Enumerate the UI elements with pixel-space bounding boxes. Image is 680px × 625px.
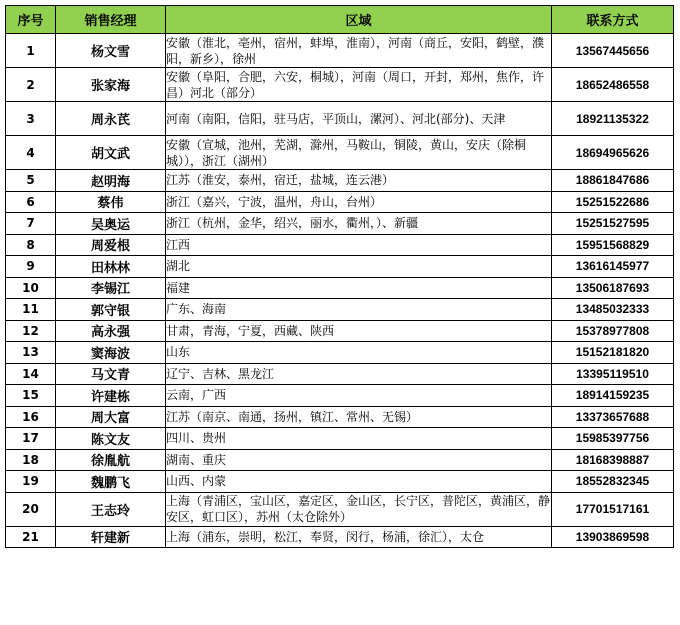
phone-number: 15251527595 xyxy=(552,213,674,235)
table-row xyxy=(6,68,674,102)
phone-number: 15152181820 xyxy=(552,342,674,364)
table-row xyxy=(6,320,674,342)
phone-number: 13567445656 xyxy=(552,34,674,68)
manager-name: 张家海 xyxy=(56,68,166,102)
header-manager: 销售经理 xyxy=(56,6,166,34)
phone-number: 18694965626 xyxy=(552,136,674,170)
region-cell: 江苏（淮安，泰州，宿迁，盐城，连云港） xyxy=(166,170,552,192)
manager-name: 魏鹏飞 xyxy=(56,471,166,493)
row-number: 12 xyxy=(6,320,56,342)
phone-number: 18861847686 xyxy=(552,170,674,192)
region-cell: 四川、贵州 xyxy=(166,428,552,450)
row-number: 14 xyxy=(6,363,56,385)
row-number: 7 xyxy=(6,213,56,235)
row-number: 9 xyxy=(6,256,56,278)
table-row xyxy=(6,299,674,321)
table-row xyxy=(6,385,674,407)
row-number: 18 xyxy=(6,449,56,471)
manager-name: 周爱根 xyxy=(56,234,166,256)
manager-name: 王志玲 xyxy=(56,492,166,526)
header-area: 区域 xyxy=(166,6,552,34)
phone-number: 18921135322 xyxy=(552,102,674,136)
manager-name: 许建栋 xyxy=(56,385,166,407)
phone-number: 18168398887 xyxy=(552,449,674,471)
region-cell: 甘肃，青海，宁夏，西藏、陕西 xyxy=(166,320,552,342)
header-contact: 联系方式 xyxy=(552,6,674,34)
table-row xyxy=(6,102,674,136)
manager-name: 郭守银 xyxy=(56,299,166,321)
manager-name: 杨文雪 xyxy=(56,34,166,68)
manager-name: 胡文武 xyxy=(56,136,166,170)
region-cell: 云南，广西 xyxy=(166,385,552,407)
manager-name: 陈文友 xyxy=(56,428,166,450)
phone-number: 15985397756 xyxy=(552,428,674,450)
phone-number: 13616145977 xyxy=(552,256,674,278)
region-cell: 安徽（淮北，亳州，宿州，蚌埠，淮南），河南（商丘，安阳，鹤壁，濮阳，新乡），徐州 xyxy=(166,34,552,68)
row-number: 16 xyxy=(6,406,56,428)
row-number: 11 xyxy=(6,299,56,321)
region-cell: 广东、海南 xyxy=(166,299,552,321)
phone-number: 13485032333 xyxy=(552,299,674,321)
phone-number: 13373657688 xyxy=(552,406,674,428)
table-row xyxy=(6,191,674,213)
row-number: 3 xyxy=(6,102,56,136)
region-cell: 福建 xyxy=(166,277,552,299)
phone-number: 18652486558 xyxy=(552,68,674,102)
table-row xyxy=(6,471,674,493)
phone-number: 15251522686 xyxy=(552,191,674,213)
region-cell: 安徽（阜阳，合肥，六安，桐城），河南（周口，开封，郑州，焦作，许昌）河北（部分） xyxy=(166,68,552,102)
row-number: 4 xyxy=(6,136,56,170)
manager-name: 吴奥运 xyxy=(56,213,166,235)
phone-number: 13903869598 xyxy=(552,526,674,548)
row-number: 17 xyxy=(6,428,56,450)
row-number: 1 xyxy=(6,34,56,68)
phone-number: 18552832345 xyxy=(552,471,674,493)
table-row xyxy=(6,363,674,385)
region-cell: 山西、内蒙 xyxy=(166,471,552,493)
region-cell: 浙江（杭州，金华，绍兴，丽水，衢州，）、新疆 xyxy=(166,213,552,235)
region-cell: 湖北 xyxy=(166,256,552,278)
table-row xyxy=(6,136,674,170)
region-cell: 江西 xyxy=(166,234,552,256)
row-number: 2 xyxy=(6,68,56,102)
region-cell: 上海（青浦区，宝山区，嘉定区，金山区，长宁区，普陀区，黄浦区，静安区，虹口区），苏州（太仓除外） xyxy=(166,494,551,524)
manager-name: 窦海波 xyxy=(56,342,166,364)
table-row xyxy=(6,406,674,428)
region-cell: 河南（南阳，信阳，驻马店，平顶山，漯河）、河北(部分)、天津 xyxy=(166,102,552,136)
region-cell: 辽宁、吉林、黑龙江 xyxy=(166,363,552,385)
header-no: 序号 xyxy=(6,6,56,34)
phone-number: 15951568829 xyxy=(552,234,674,256)
region-cell: 浙江（嘉兴，宁波，温州，舟山，台州） xyxy=(166,191,552,213)
manager-name: 蔡伟 xyxy=(56,191,166,213)
table-row xyxy=(6,256,674,278)
table-body xyxy=(6,34,674,548)
table-row xyxy=(6,170,674,192)
phone-number: 17701517161 xyxy=(552,492,674,526)
row-number: 13 xyxy=(6,342,56,364)
phone-number: 15378977808 xyxy=(552,320,674,342)
row-number: 20 xyxy=(6,492,56,526)
manager-name: 轩建新 xyxy=(56,526,166,548)
table-row xyxy=(6,234,674,256)
row-number: 10 xyxy=(6,277,56,299)
manager-name: 田林林 xyxy=(56,256,166,278)
row-number: 6 xyxy=(6,191,56,213)
manager-name: 高永强 xyxy=(56,320,166,342)
phone-number: 18914159235 xyxy=(552,385,674,407)
sales-manager-table xyxy=(5,5,674,548)
table-row xyxy=(6,213,674,235)
manager-name: 马文青 xyxy=(56,363,166,385)
table-row xyxy=(6,277,674,299)
region-cell: 江苏（南京、南通，扬州，镇江、常州、无锡） xyxy=(166,406,552,428)
table-row xyxy=(6,449,674,471)
table-row xyxy=(6,34,674,68)
region-cell: 山东 xyxy=(166,342,552,364)
region-cell: 湖南、重庆 xyxy=(166,449,552,471)
table-row xyxy=(6,526,674,548)
phone-number: 13506187693 xyxy=(552,277,674,299)
region-cell: 上海（浦东，崇明，松江，奉贤，闵行，杨浦，徐汇），太仓 xyxy=(166,526,552,548)
manager-name: 李锡江 xyxy=(56,277,166,299)
table-row xyxy=(6,492,674,526)
region-cell: 安徽（宣城，池州，芜湖，滁州，马鞍山，铜陵，黄山，安庆（除桐城）），浙江（湖州） xyxy=(166,136,552,170)
manager-name: 周永芪 xyxy=(56,102,166,136)
row-number: 8 xyxy=(6,234,56,256)
table-row xyxy=(6,342,674,364)
row-number: 15 xyxy=(6,385,56,407)
manager-name: 周大富 xyxy=(56,406,166,428)
row-number: 21 xyxy=(6,526,56,548)
row-number: 19 xyxy=(6,471,56,493)
row-number: 5 xyxy=(6,170,56,192)
phone-number: 13395119510 xyxy=(552,363,674,385)
manager-name: 赵明海 xyxy=(56,170,166,192)
manager-name: 徐胤航 xyxy=(56,449,166,471)
table-row xyxy=(6,428,674,450)
header-row xyxy=(6,6,674,34)
